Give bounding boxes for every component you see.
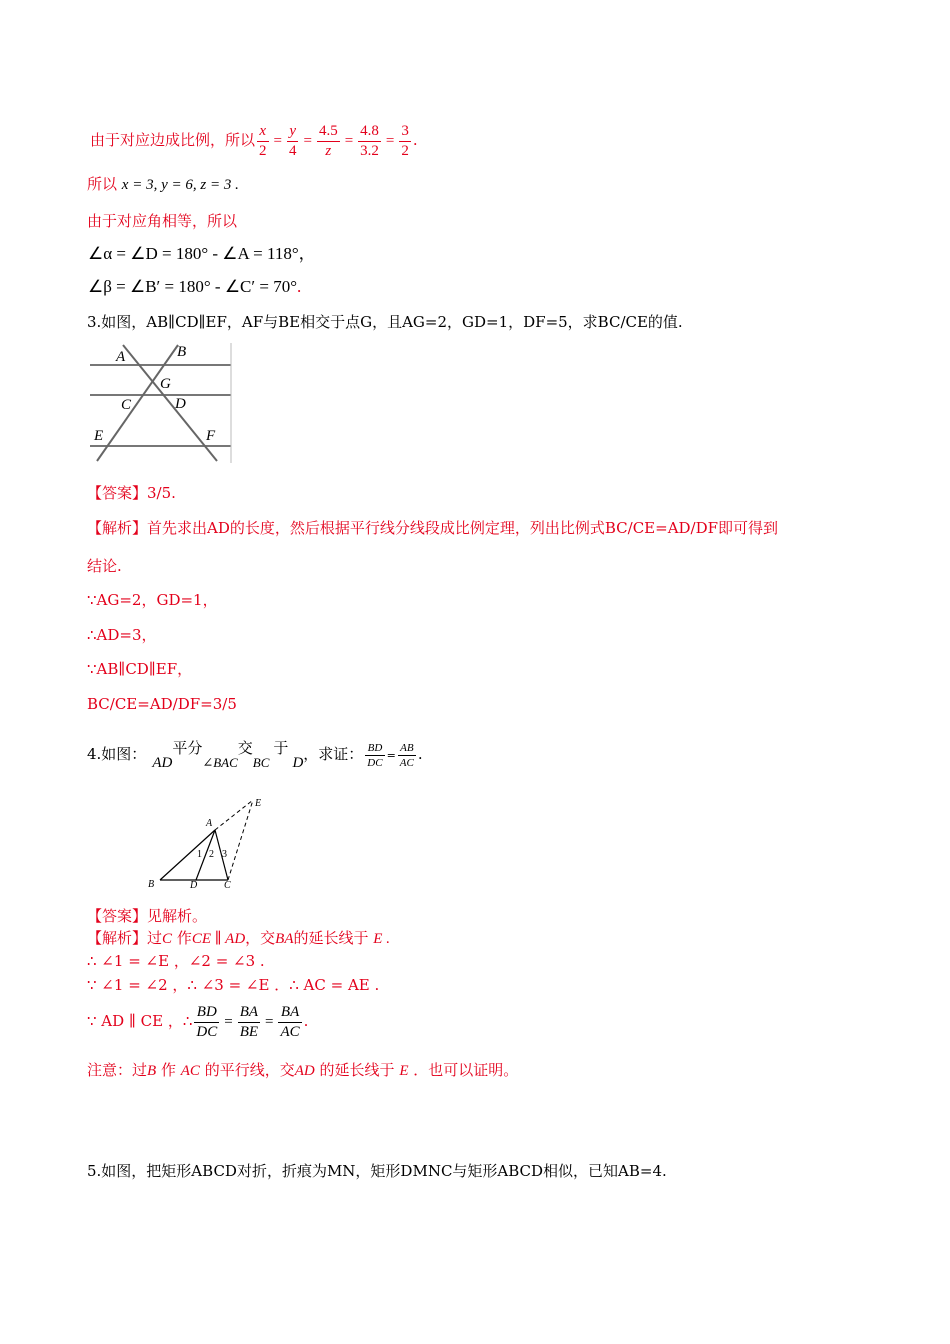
fraction-ba-be: $\frac{BA}{BE}$: [239, 1003, 259, 1040]
q4-note: 注意：过B 作 AC 的平行线，交AD 的延长线于 E ．也可以证明。: [87, 1061, 519, 1079]
label-d: D: [175, 396, 186, 412]
question-4-text: 4.如图： AD平分∠BAC交BC于D，求证： $\frac{BD}{DC}$ = $\frac{AB}{AC}$ .: [87, 739, 423, 771]
label-d: D: [190, 880, 198, 891]
q3-step-1: ∵AG=2，GD=1，: [87, 591, 218, 609]
q3-step-2: ∴AD=3，: [87, 626, 157, 644]
label-angle-1: 1: [197, 849, 202, 860]
q4-analysis-3: ∵ ∠1 = ∠2 ，∴ ∠3 = ∠E ．∴ AC = AE .: [87, 976, 380, 994]
fraction-48-32: $\frac{4.8}{3.2}$: [360, 122, 379, 159]
label-g: G: [160, 376, 171, 392]
q4-answer: 【答案】见解析。: [87, 907, 208, 925]
q4-analysis-1: 【解析】过C 作CE ∥ AD，交BA的延长线于 E .: [87, 929, 390, 947]
fraction-ba-ac: $\frac{BA}{AC}$: [280, 1003, 300, 1040]
fraction-bd-dc-2: $\frac{BD}{DC}$: [196, 1003, 218, 1040]
fraction-45-z: $\frac{4.5}{z}$: [318, 122, 338, 159]
q3-step-4: BC/CE=AD/DF=3/5: [87, 695, 237, 713]
ratio-prefix: 由于对应边成比例，所以: [90, 131, 256, 149]
question-5-text: 5.如图，把矩形ABCD对折，折痕为MN，矩形DMNC与矩形ABCD相似，已知AB=4.: [87, 1162, 667, 1180]
label-e: E: [94, 428, 104, 444]
q4-analysis-2: ∴ ∠1 = ∠E ，∠2 = ∠3 .: [87, 952, 265, 970]
fraction-3-2: $\frac{3}{2}$: [401, 122, 409, 159]
fraction-x-2: $\frac{x}{2}$: [259, 122, 267, 159]
xyz-values-line: 所以 x = 3, y = 6, z = 3 .: [87, 175, 239, 193]
label-c: C: [121, 397, 132, 413]
label-c: C: [224, 880, 231, 891]
extension-ae: [215, 800, 253, 830]
fraction-ab-ac: $\frac{AB}{AC}$: [399, 741, 414, 769]
segment-ce: [228, 800, 253, 880]
q3-analysis-1: 【解析】首先求出AD的长度，然后根据平行线分线段成比例定理，列出比例式BC/CE=AD/DF即可得到: [87, 519, 779, 537]
parallel-lines-figure: [85, 343, 235, 465]
label-b: B: [148, 879, 155, 890]
fraction-y-4: $\frac{y}{4}$: [288, 122, 297, 159]
q3-step-3: ∵AB∥CD∥EF，: [87, 660, 193, 678]
fraction-bd-dc: $\frac{BD}{DC}$: [367, 741, 383, 769]
label-angle-2: 2: [209, 849, 214, 860]
angle-bisector-figure: [145, 795, 275, 895]
segment-ba: [160, 830, 215, 880]
label-a: A: [206, 818, 213, 829]
angle-intro-line: 由于对应角相等，所以: [87, 212, 238, 230]
label-b: B: [177, 344, 187, 360]
xyz-values: x = 3, y = 6, z = 3 .: [121, 177, 239, 193]
label-f: F: [206, 428, 216, 444]
ratio-line: 由于对应边成比例，所以 $\frac{x}{2}$ = $\frac{y}{4}$ = $\frac{4.5}{z}$ = $\frac{4.8}{3.2}$ = $\frac{3}{2}$ .: [90, 122, 418, 159]
q3-analysis-2: 结论.: [87, 557, 122, 575]
question-3-text: 3.如图，AB∥CD∥EF，AF与BE相交于点G，且AG=2，GD=1，DF=5，求BC/CE的值.: [87, 313, 683, 331]
q3-answer: 【答案】3/5.: [87, 484, 176, 502]
label-e: E: [255, 798, 262, 809]
angle-alpha-line: ∠α = ∠D = 180° - ∠A = 118°，: [88, 244, 316, 263]
angle-beta-line: ∠β = ∠B′ = 180° - ∠C′ = 70°.: [88, 277, 302, 296]
label-angle-3: 3: [222, 849, 227, 860]
label-a: A: [116, 349, 126, 365]
q4-analysis-4: ∵ AD ∥ CE ，∴ $\frac{BD}{DC}$ = $\frac{BA}{BE}$ = $\frac{BA}{AC}$ .: [87, 1003, 309, 1040]
